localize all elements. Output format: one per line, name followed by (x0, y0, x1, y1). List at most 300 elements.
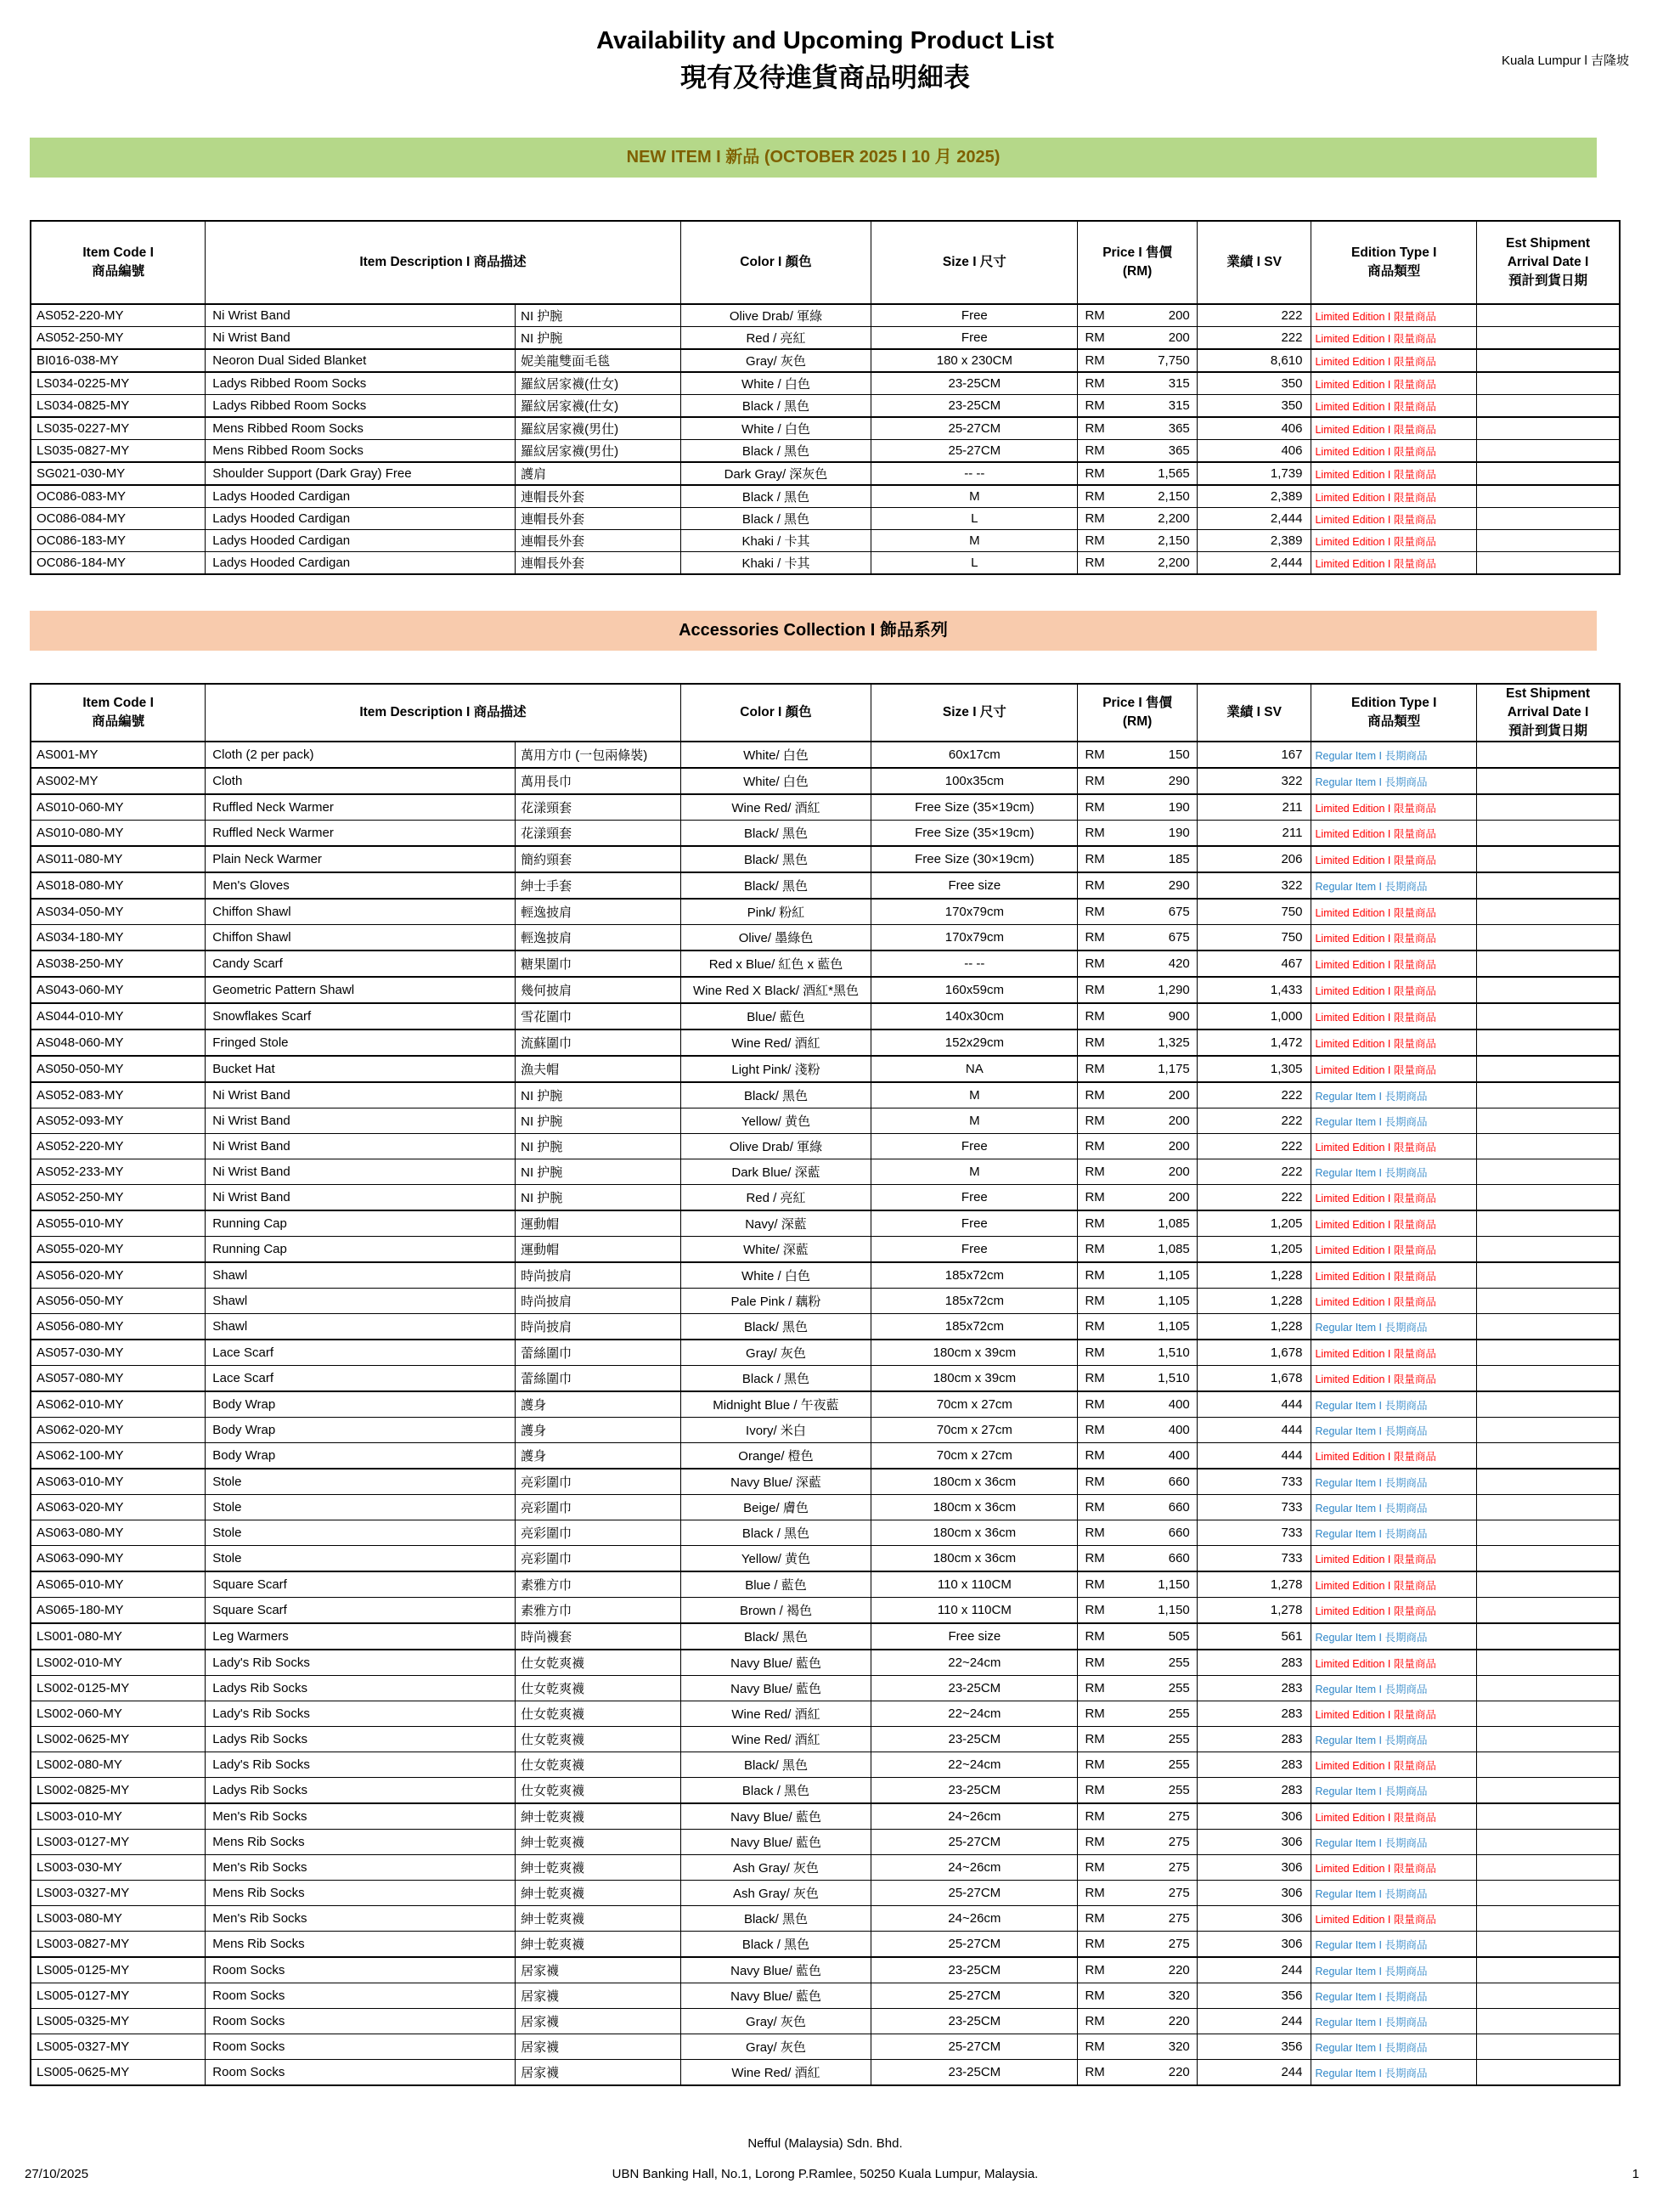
cell-price (1078, 846, 1197, 872)
cell-est-shipment (1477, 1546, 1620, 1572)
price-wrap (1078, 878, 1196, 893)
cell-size: Free (871, 327, 1078, 350)
cell-edition-type: Limited Edition I 限量商品 (1311, 1752, 1477, 1778)
price-value: 2,150 (1158, 489, 1190, 504)
cell-edition-type: Limited Edition I 限量商品 (1311, 440, 1477, 463)
cell-est-shipment (1477, 1778, 1620, 1804)
cell-edition-type: Limited Edition I 限量商品 (1311, 977, 1477, 1003)
price-wrap (1078, 1757, 1196, 1772)
cell-edition-type: Regular Item I 長期商品 (1311, 1391, 1477, 1418)
cell-description-zh: 輕逸披肩 (516, 925, 681, 951)
price-wrap (1078, 826, 1196, 840)
cell-size: Free Size (35×19cm) (871, 794, 1078, 821)
cell-description-zh: NI 护腕 (516, 1134, 681, 1159)
cell-color: Black/ 黑色 (680, 1623, 871, 1650)
price-wrap (1078, 556, 1196, 570)
footer-address: UBN Banking Hall, No.1, Lorong P.Ramlee, 50250 Kuala Lumpur, Malaysia. (612, 2167, 1039, 2181)
cell-description-en: Men's Gloves (206, 872, 516, 899)
cell-est-shipment (1477, 1520, 1620, 1546)
cell-price (1078, 1957, 1197, 1983)
cell-color: Wine Red/ 酒紅 (680, 1029, 871, 1056)
cell-est-shipment (1477, 1340, 1620, 1366)
cell-item-code: AS052-083-MY (31, 1082, 206, 1108)
cell-color: White / 白色 (680, 372, 871, 395)
header-line: 預計到貨日期 (1508, 724, 1588, 738)
cell-edition-type: Regular Item I 長期商品 (1311, 1418, 1477, 1443)
price-value: 400 (1168, 1423, 1190, 1437)
cell-sv: 444 (1197, 1443, 1311, 1469)
table-row (31, 1289, 1620, 1314)
currency-label: RM (1085, 774, 1105, 788)
cell-sv: 444 (1197, 1418, 1311, 1443)
table-row (31, 462, 1620, 485)
column-header-sv (1197, 684, 1311, 742)
cell-item-code: AS018-080-MY (31, 872, 206, 899)
cell-color: Pink/ 粉紅 (680, 899, 871, 925)
cell-item-code: LS035-0227-MY (31, 417, 206, 440)
table-row (31, 1803, 1620, 1830)
cell-item-code: AS063-080-MY (31, 1520, 206, 1546)
table-row (31, 1752, 1620, 1778)
price-wrap (1078, 956, 1196, 971)
cell-color: Wine Red/ 酒紅 (680, 1727, 871, 1752)
price-value: 2,200 (1158, 511, 1190, 526)
cell-edition-type: Limited Edition I 限量商品 (1311, 925, 1477, 951)
cell-description-zh: 紳士乾爽襪 (516, 1906, 681, 1932)
cell-description-en: Lace Scarf (206, 1340, 516, 1366)
cell-edition-type: Limited Edition I 限量商品 (1311, 1571, 1477, 1598)
cell-price (1078, 304, 1197, 327)
cell-sv: 1,205 (1197, 1210, 1311, 1237)
cell-color: Black / 黑色 (680, 1366, 871, 1392)
price-value: 220 (1168, 2014, 1190, 2028)
cell-description-en: Ladys Hooded Cardigan (206, 485, 516, 508)
price-wrap (1078, 2065, 1196, 2079)
header-line: Arrival Date I (1507, 705, 1589, 719)
price-value: 675 (1168, 930, 1190, 945)
table-row (31, 304, 1620, 327)
cell-description-zh: 紳士乾爽襪 (516, 1830, 681, 1855)
price-wrap (1078, 466, 1196, 481)
price-wrap (1078, 1190, 1196, 1204)
price-wrap (1078, 1345, 1196, 1360)
cell-est-shipment (1477, 1289, 1620, 1314)
header-line: Color I 顏色 (740, 255, 812, 269)
table-row (31, 1855, 1620, 1881)
cell-edition-type: Limited Edition I 限量商品 (1311, 1134, 1477, 1159)
column-header-edition-type (1311, 221, 1477, 304)
price-wrap (1078, 1475, 1196, 1489)
price-value: 1,175 (1158, 1062, 1190, 1076)
cell-description-zh: 羅紋居家襪(男仕) (516, 417, 681, 440)
cell-item-code: AS011-080-MY (31, 846, 206, 872)
cell-size: M (871, 485, 1078, 508)
cell-edition-type: Limited Edition I 限量商品 (1311, 1289, 1477, 1314)
price-wrap (1078, 1242, 1196, 1256)
cell-item-code: AS034-180-MY (31, 925, 206, 951)
banner-new-item: NEW ITEM I 新品 (OCTOBER 2025 I 10 月 2025) (30, 138, 1597, 178)
cell-color: Black/ 黑色 (680, 1906, 871, 1932)
price-wrap (1078, 1577, 1196, 1592)
cell-est-shipment (1477, 821, 1620, 847)
cell-item-code: LS034-0825-MY (31, 395, 206, 418)
banner-accessories: Accessories Collection I 飾品系列 (30, 611, 1597, 651)
cell-size: 22~24cm (871, 1650, 1078, 1676)
currency-label: RM (1085, 1062, 1105, 1076)
cell-price (1078, 768, 1197, 794)
currency-label: RM (1085, 1603, 1105, 1617)
currency-label: RM (1085, 852, 1105, 866)
cell-description-zh: 雪花圍巾 (516, 1003, 681, 1029)
currency-label: RM (1085, 2065, 1105, 2079)
cell-description-en: Body Wrap (206, 1391, 516, 1418)
price-wrap (1078, 1397, 1196, 1412)
cell-item-code: AS043-060-MY (31, 977, 206, 1003)
cell-color: Black/ 黑色 (680, 872, 871, 899)
currency-label: RM (1085, 1706, 1105, 1721)
cell-size: 23-25CM (871, 372, 1078, 395)
cell-est-shipment (1477, 1366, 1620, 1392)
cell-description-en: Ladys Ribbed Room Socks (206, 395, 516, 418)
cell-color: Red x Blue/ 紅色 x 藍色 (680, 951, 871, 977)
cell-sv: 211 (1197, 794, 1311, 821)
price-wrap (1078, 1500, 1196, 1515)
cell-est-shipment (1477, 1650, 1620, 1676)
cell-color: Gray/ 灰色 (680, 1340, 871, 1366)
cell-description-zh: 羅紋居家襪(男仕) (516, 440, 681, 463)
cell-sv: 750 (1197, 925, 1311, 951)
table-row (31, 1571, 1620, 1598)
cell-description-zh: 素雅方巾 (516, 1598, 681, 1624)
cell-edition-type: Regular Item I 長期商品 (1311, 2060, 1477, 2086)
header-line: 商品編號 (92, 264, 145, 279)
cell-description-zh: 紳士乾爽襪 (516, 1932, 681, 1958)
header-line: Item Code I (82, 245, 154, 260)
cell-price (1078, 1598, 1197, 1624)
cell-est-shipment (1477, 1029, 1620, 1056)
table-row (31, 1262, 1620, 1289)
cell-price (1078, 1366, 1197, 1392)
price-value: 315 (1168, 376, 1190, 391)
cell-est-shipment (1477, 1391, 1620, 1418)
price-value: 255 (1168, 1757, 1190, 1772)
cell-item-code: AS063-020-MY (31, 1495, 206, 1520)
cell-price (1078, 1906, 1197, 1932)
price-value: 200 (1168, 1114, 1190, 1128)
cell-edition-type: Limited Edition I 限量商品 (1311, 1906, 1477, 1932)
cell-description-zh: 連帽長外套 (516, 530, 681, 552)
table-row (31, 1391, 1620, 1418)
table-row (31, 1830, 1620, 1855)
cell-description-en: Shawl (206, 1262, 516, 1289)
cell-description-en: Stole (206, 1520, 516, 1546)
currency-label: RM (1085, 1319, 1105, 1334)
price-value: 320 (1168, 1988, 1190, 2003)
price-wrap (1078, 983, 1196, 997)
cell-item-code: AS050-050-MY (31, 1056, 206, 1082)
cell-price (1078, 1210, 1197, 1237)
cell-edition-type: Limited Edition I 限量商品 (1311, 1056, 1477, 1082)
table-row (31, 530, 1620, 552)
cell-color: Red / 亮紅 (680, 1185, 871, 1211)
table-row (31, 1727, 1620, 1752)
cell-description-zh: 萬用方巾 (一包兩條裝) (516, 742, 681, 768)
cell-est-shipment (1477, 1855, 1620, 1881)
table-row (31, 794, 1620, 821)
currency-label: RM (1085, 1345, 1105, 1360)
cell-item-code: LS002-010-MY (31, 1650, 206, 1676)
cell-price (1078, 925, 1197, 951)
cell-sv: 1,678 (1197, 1340, 1311, 1366)
cell-sv: 733 (1197, 1520, 1311, 1546)
price-wrap (1078, 1319, 1196, 1334)
price-value: 1,510 (1158, 1345, 1190, 1360)
cell-price (1078, 872, 1197, 899)
header-line: Item Code I (82, 696, 154, 710)
price-wrap (1078, 1139, 1196, 1154)
cell-price (1078, 951, 1197, 977)
cell-description-en: Room Socks (206, 2060, 516, 2086)
cell-item-code: LS005-0127-MY (31, 1983, 206, 2009)
cell-sv: 733 (1197, 1469, 1311, 1495)
cell-edition-type: Limited Edition I 限量商品 (1311, 395, 1477, 418)
price-wrap (1078, 1114, 1196, 1128)
cell-color: Dark Blue/ 深藍 (680, 1159, 871, 1185)
cell-edition-type: Limited Edition I 限量商品 (1311, 846, 1477, 872)
price-value: 1,085 (1158, 1242, 1190, 1256)
cell-description-zh: 蕾絲圍巾 (516, 1366, 681, 1392)
currency-label: RM (1085, 1526, 1105, 1540)
cell-price (1078, 977, 1197, 1003)
price-value: 1,510 (1158, 1371, 1190, 1385)
table-row (31, 768, 1620, 794)
price-value: 420 (1168, 956, 1190, 971)
cell-item-code: LS002-0625-MY (31, 1727, 206, 1752)
cell-description-zh: 紳士乾爽襪 (516, 1803, 681, 1830)
cell-size: 23-25CM (871, 1727, 1078, 1752)
currency-label: RM (1085, 1757, 1105, 1772)
price-wrap (1078, 852, 1196, 866)
currency-label: RM (1085, 1268, 1105, 1283)
cell-item-code: LS002-0825-MY (31, 1778, 206, 1804)
cell-sv: 283 (1197, 1752, 1311, 1778)
header-line: 預計到貨日期 (1508, 274, 1588, 288)
cell-item-code: AS001-MY (31, 742, 206, 768)
column-header-color (680, 221, 871, 304)
cell-edition-type: Limited Edition I 限量商品 (1311, 1366, 1477, 1392)
cell-price (1078, 372, 1197, 395)
cell-price (1078, 1701, 1197, 1727)
table-row (31, 977, 1620, 1003)
cell-description-en: Room Socks (206, 2009, 516, 2034)
cell-size: 100x35cm (871, 768, 1078, 794)
cell-price (1078, 327, 1197, 350)
cell-price (1078, 1056, 1197, 1082)
cell-est-shipment (1477, 395, 1620, 418)
cell-color: Dark Gray/ 深灰色 (680, 462, 871, 485)
cell-price (1078, 395, 1197, 418)
table-row (31, 2060, 1620, 2086)
column-header-description (206, 221, 680, 304)
cell-edition-type: Regular Item I 長期商品 (1311, 1881, 1477, 1906)
header-line: Est Shipment (1506, 236, 1591, 251)
cell-est-shipment (1477, 768, 1620, 794)
cell-color: Beige/ 膚色 (680, 1495, 871, 1520)
cell-description-en: Ruffled Neck Warmer (206, 794, 516, 821)
cell-size: Free (871, 304, 1078, 327)
cell-color: Navy Blue/ 藍色 (680, 1803, 871, 1830)
cell-sv: 222 (1197, 1108, 1311, 1134)
cell-description-en: Lace Scarf (206, 1366, 516, 1392)
cell-color: Navy Blue/ 藍色 (680, 1983, 871, 2009)
cell-size: 140x30cm (871, 1003, 1078, 1029)
cell-edition-type: Limited Edition I 限量商品 (1311, 552, 1477, 575)
cell-color: Black/ 黑色 (680, 1082, 871, 1108)
table-row (31, 2009, 1620, 2034)
cell-item-code: AS063-090-MY (31, 1546, 206, 1572)
cell-size: -- -- (871, 462, 1078, 485)
cell-edition-type: Limited Edition I 限量商品 (1311, 417, 1477, 440)
cell-description-zh: 仕女乾爽襪 (516, 1701, 681, 1727)
cell-sv: 1,739 (1197, 462, 1311, 485)
currency-label: RM (1085, 1732, 1105, 1746)
cell-description-zh: NI 护腕 (516, 304, 681, 327)
currency-label: RM (1085, 466, 1105, 481)
cell-description-en: Running Cap (206, 1210, 516, 1237)
price-wrap (1078, 443, 1196, 458)
cell-edition-type: Limited Edition I 限量商品 (1311, 508, 1477, 530)
price-wrap (1078, 353, 1196, 368)
cell-edition-type: Limited Edition I 限量商品 (1311, 1262, 1477, 1289)
table-row (31, 1314, 1620, 1340)
cell-color: Black / 黑色 (680, 440, 871, 463)
cell-sv: 467 (1197, 951, 1311, 977)
table-row (31, 1906, 1620, 1932)
cell-size: L (871, 508, 1078, 530)
page-subtitle: 現有及待進貨商品明細表 (680, 63, 970, 93)
cell-size: 25-27CM (871, 1983, 1078, 2009)
cell-price (1078, 1029, 1197, 1056)
cell-est-shipment (1477, 1571, 1620, 1598)
currency-label: RM (1085, 533, 1105, 548)
cell-price (1078, 530, 1197, 552)
cell-size: 25-27CM (871, 1830, 1078, 1855)
cell-description-en: Ladys Hooded Cardigan (206, 552, 516, 575)
new-items-body (31, 304, 1620, 574)
cell-color: White/ 白色 (680, 768, 871, 794)
table-row (31, 1983, 1620, 2009)
cell-sv: 2,444 (1197, 508, 1311, 530)
price-wrap (1078, 1035, 1196, 1050)
cell-price (1078, 417, 1197, 440)
cell-sv: 244 (1197, 1957, 1311, 1983)
cell-color: Red / 亮紅 (680, 327, 871, 350)
page (25, 25, 1639, 2185)
cell-edition-type: Regular Item I 長期商品 (1311, 1314, 1477, 1340)
cell-description-zh: 羅紋居家襪(仕女) (516, 395, 681, 418)
table-row (31, 1469, 1620, 1495)
cell-est-shipment (1477, 1262, 1620, 1289)
cell-sv: 222 (1197, 327, 1311, 350)
cell-est-shipment (1477, 304, 1620, 327)
cell-description-en: Stole (206, 1469, 516, 1495)
cell-item-code: AS062-100-MY (31, 1443, 206, 1469)
cell-price (1078, 485, 1197, 508)
footer-line (25, 2166, 1639, 2185)
cell-sv: 322 (1197, 872, 1311, 899)
cell-est-shipment (1477, 1495, 1620, 1520)
cell-est-shipment (1477, 1418, 1620, 1443)
header-line: Edition Type I (1351, 245, 1437, 260)
cell-color: Ash Gray/ 灰色 (680, 1881, 871, 1906)
cell-edition-type: Regular Item I 長期商品 (1311, 1108, 1477, 1134)
cell-item-code: LS034-0225-MY (31, 372, 206, 395)
cell-est-shipment (1477, 1159, 1620, 1185)
price-value: 200 (1168, 1190, 1190, 1204)
footer-date: 27/10/2025 (25, 2167, 89, 2181)
cell-item-code: AS052-250-MY (31, 327, 206, 350)
cell-description-en: Men's Rib Socks (206, 1855, 516, 1881)
cell-sv: 406 (1197, 440, 1311, 463)
cell-description-en: Chiffon Shawl (206, 925, 516, 951)
cell-description-zh: 運動帽 (516, 1237, 681, 1263)
cell-color: Blue/ 藍色 (680, 1003, 871, 1029)
currency-label: RM (1085, 1165, 1105, 1179)
cell-description-en: Square Scarf (206, 1598, 516, 1624)
cell-est-shipment (1477, 899, 1620, 925)
price-wrap (1078, 1551, 1196, 1565)
cell-description-zh: 仕女乾爽襪 (516, 1752, 681, 1778)
cell-description-zh: 亮彩圍巾 (516, 1546, 681, 1572)
currency-label: RM (1085, 556, 1105, 570)
cell-est-shipment (1477, 1185, 1620, 1211)
table-row (31, 1185, 1620, 1211)
price-wrap (1078, 2039, 1196, 2054)
cell-color: White / 白色 (680, 417, 871, 440)
table-row (31, 552, 1620, 575)
cell-edition-type: Limited Edition I 限量商品 (1311, 1029, 1477, 1056)
table-row (31, 485, 1620, 508)
cell-description-en: Lady's Rib Socks (206, 1650, 516, 1676)
cell-item-code: LS003-0127-MY (31, 1830, 206, 1855)
cell-color: Navy Blue/ 深藍 (680, 1469, 871, 1495)
cell-sv: 1,228 (1197, 1314, 1311, 1340)
cell-description-zh: 時尚襪套 (516, 1623, 681, 1650)
cell-edition-type: Limited Edition I 限量商品 (1311, 1855, 1477, 1881)
cell-est-shipment (1477, 1983, 1620, 2009)
cell-item-code: AS062-010-MY (31, 1391, 206, 1418)
cell-edition-type: Limited Edition I 限量商品 (1311, 530, 1477, 552)
price-value: 7,750 (1158, 353, 1190, 368)
cell-description-en: Plain Neck Warmer (206, 846, 516, 872)
cell-description-zh: 亮彩圍巾 (516, 1469, 681, 1495)
currency-label: RM (1085, 1681, 1105, 1695)
cell-sv: 306 (1197, 1803, 1311, 1830)
cell-size: Free (871, 1237, 1078, 1263)
cell-color: Black / 黑色 (680, 1778, 871, 1804)
cell-color: Wine Red/ 酒紅 (680, 1701, 871, 1727)
cell-description-en: Ni Wrist Band (206, 304, 516, 327)
cell-sv: 1,472 (1197, 1029, 1311, 1056)
price-value: 290 (1168, 774, 1190, 788)
cell-edition-type: Limited Edition I 限量商品 (1311, 485, 1477, 508)
currency-label: RM (1085, 1216, 1105, 1231)
currency-label: RM (1085, 1448, 1105, 1463)
cell-size: L (871, 552, 1078, 575)
price-value: 150 (1168, 747, 1190, 762)
currency-label: RM (1085, 2014, 1105, 2028)
cell-item-code: LS003-080-MY (31, 1906, 206, 1932)
